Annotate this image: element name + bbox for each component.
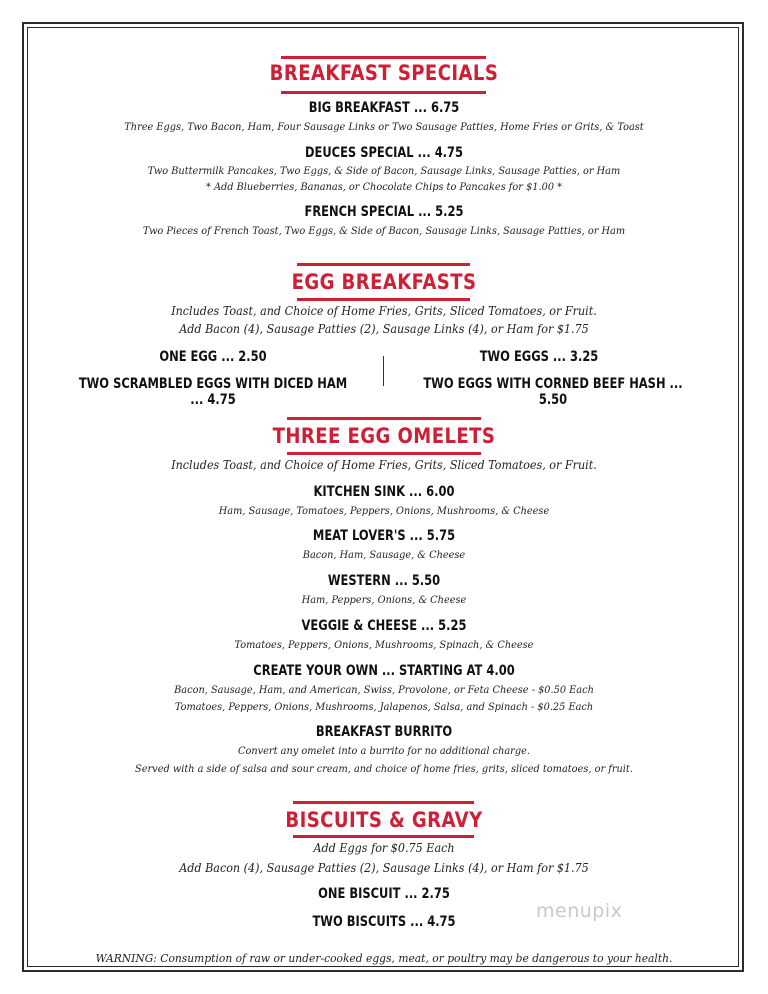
- section-rule-bottom: [293, 835, 474, 838]
- section-note: Add Bacon (4), Sausage Patties (2), Sausage Links (4), or Ham for $1.75: [179, 322, 589, 336]
- section-rule-top: [281, 56, 486, 59]
- menu-item-name: DEUCES SPECIAL ... 4.75: [304, 145, 464, 161]
- section-rule-top: [287, 417, 481, 420]
- menu-item-name: WESTERN ... 5.50: [327, 573, 441, 589]
- menu-item-name: KITCHEN SINK ... 6.00: [313, 484, 455, 500]
- health-warning: WARNING: Consumption of raw or under-cooked eggs, meat, or poultry may be dangerous to your health.: [95, 951, 673, 965]
- menu-item-name: CREATE YOUR OWN ... STARTING AT 4.00: [253, 663, 515, 679]
- menu-item-desc: Convert any omelet into a burrito for no additional charge.: [237, 745, 530, 757]
- section-rule-bottom: [297, 298, 470, 301]
- column-divider: [383, 356, 384, 386]
- menu-item-name: VEGGIE & CHEESE ... 5.25: [301, 618, 467, 634]
- menu-item-desc: Two Buttermilk Pancakes, Two Eggs, & Side of Bacon, Sausage Links, Sausage Patties, or Ham: [147, 165, 621, 177]
- menu-item-desc: Three Eggs, Two Bacon, Ham, Four Sausage Links or Two Sausage Patties, Home Fries or Grits, & Toast: [124, 121, 644, 133]
- section-title-breakfast-specials: BREAKFAST SPECIALS: [269, 61, 499, 85]
- menu-item-name: TWO EGGS WITH CORNED BEEF HASH ... 5.50: [423, 376, 683, 408]
- menu-item-name: TWO BISCUITS ... 4.75: [312, 914, 456, 930]
- section-rule-bottom: [287, 452, 481, 455]
- menu-item-name: BIG BREAKFAST ... 6.75: [308, 100, 460, 116]
- section-note: Add Eggs for $0.75 Each: [313, 841, 455, 855]
- menu-item-name: ONE EGG ... 2.50: [159, 349, 267, 365]
- section-note: Add Bacon (4), Sausage Patties (2), Sausage Links (4), or Ham for $1.75: [179, 861, 589, 875]
- menu-item-name: TWO SCRAMBLED EGGS WITH DICED HAM ... 4.75: [78, 376, 348, 408]
- menu-item-name: TWO EGGS ... 3.25: [479, 349, 599, 365]
- section-note: Includes Toast, and Choice of Home Fries, Grits, Sliced Tomatoes, or Fruit.: [171, 458, 597, 472]
- section-title-omelets: THREE EGG OMELETS: [272, 424, 496, 448]
- menu-item-name: MEAT LOVER'S ... 5.75: [312, 528, 456, 544]
- section-rule-bottom: [281, 91, 486, 94]
- section-rule-top: [297, 263, 470, 266]
- menu-item-desc: Tomatoes, Peppers, Onions, Mushrooms, Jalapenos, Salsa, and Spinach - $0.25 Each: [174, 701, 594, 713]
- menu-item-desc: Ham, Peppers, Onions, & Cheese: [301, 594, 467, 606]
- menu-item-desc: Served with a side of salsa and sour cream, and choice of home fries, grits, sliced tomatoes, or fruit.: [135, 763, 633, 775]
- menu-item-desc: Tomatoes, Peppers, Onions, Mushrooms, Spinach, & Cheese: [234, 639, 534, 651]
- menu-item-name: FRENCH SPECIAL ... 5.25: [304, 204, 464, 220]
- watermark-logo: menupix: [536, 900, 623, 922]
- section-note: Includes Toast, and Choice of Home Fries, Grits, Sliced Tomatoes, or Fruit.: [171, 304, 597, 318]
- menu-item-desc: Bacon, Sausage, Ham, and American, Swiss, Provolone, or Feta Cheese - $0.50 Each: [174, 684, 594, 696]
- menu-item-desc: * Add Blueberries, Bananas, or Chocolate Chips to Pancakes for $1.00 *: [205, 181, 563, 193]
- menu-item-desc: Bacon, Ham, Sausage, & Cheese: [302, 549, 466, 561]
- section-title-biscuits: BISCUITS & GRAVY: [285, 808, 483, 832]
- menu-item-desc: Ham, Sausage, Tomatoes, Peppers, Onions, Mushrooms, & Cheese: [218, 505, 550, 517]
- section-rule-top: [293, 801, 474, 804]
- menu-item-name: ONE BISCUIT ... 2.75: [318, 886, 450, 902]
- menu-item-name: BREAKFAST BURRITO: [315, 724, 453, 740]
- menu-item-desc: Two Pieces of French Toast, Two Eggs, & Side of Bacon, Sausage Links, Sausage Patties, or Ham: [142, 225, 626, 237]
- section-title-egg-breakfasts: EGG BREAKFASTS: [291, 270, 477, 294]
